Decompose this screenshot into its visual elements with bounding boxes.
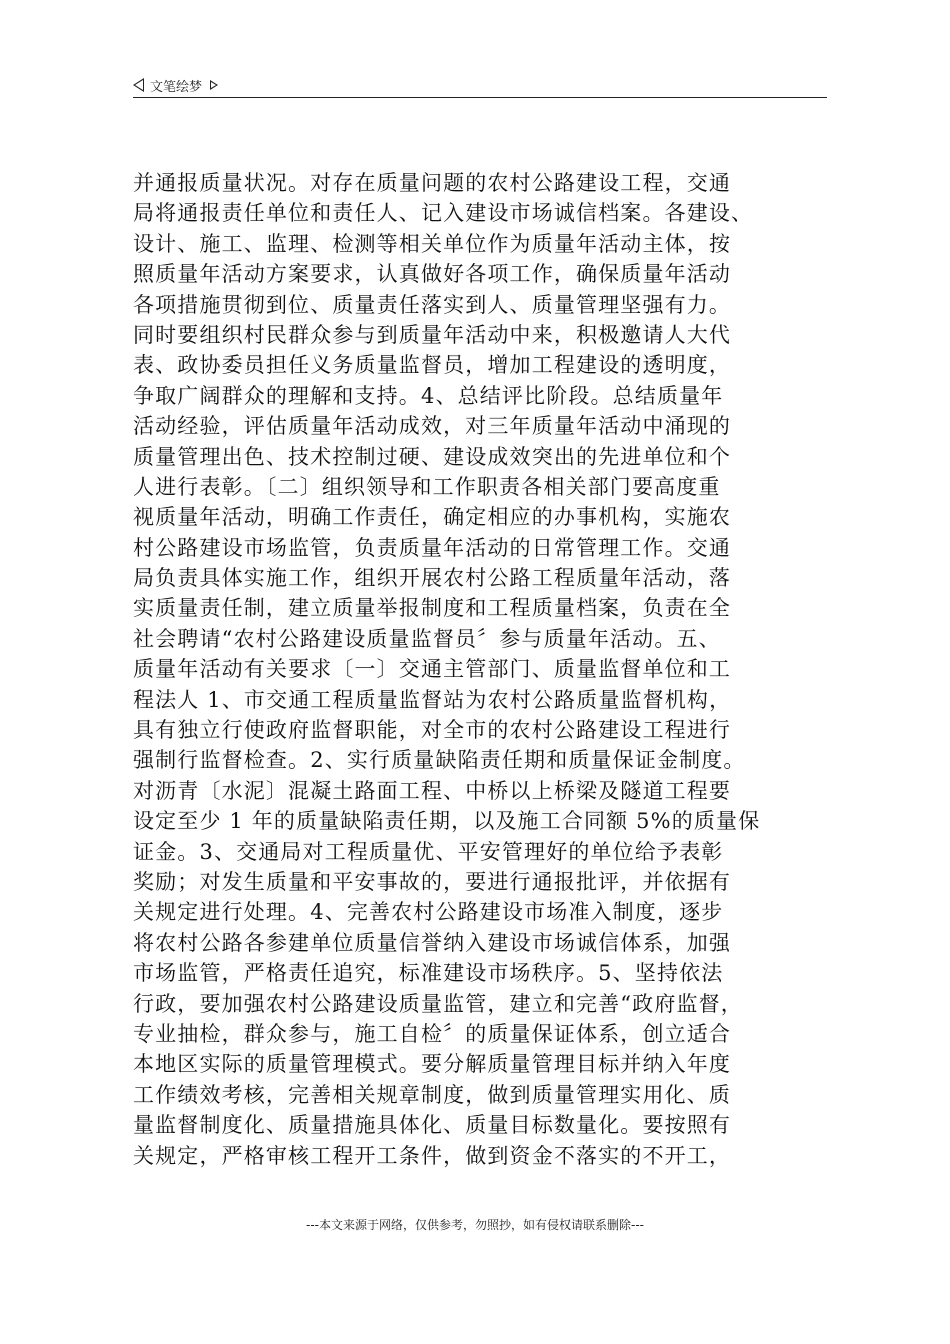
text-line: 量监督制度化、质量措施具体化、质量目标数量化。要按照有 bbox=[133, 1113, 732, 1138]
text-line: 质量管理出色、技术控制过硬、建设成效突出的先进单位和个 bbox=[133, 444, 732, 469]
text-line: 对沥青〔水泥〕混凝土路面工程、中桥以上桥梁及隧道工程要 bbox=[133, 778, 732, 803]
text-line: 表、政协委员担任义务质量监督员，增加工程建设的透明度， bbox=[133, 353, 732, 378]
text-line: 本地区实际的质量管理模式。要分解质量管理目标并纳入年度 bbox=[133, 1052, 732, 1077]
text-line: 关规定进行处理。4、完善农村公路建设市场准入制度，逐步 bbox=[133, 900, 724, 925]
text-line: 强制行监督检查。2、实行质量缺陷责任期和质量保证金制度。 bbox=[133, 748, 746, 773]
header-brand bbox=[133, 74, 218, 96]
text-line: 局负责具体实施工作，组织开展农村公路工程质量年活动，落 bbox=[133, 566, 732, 591]
text-line: 程法人 1、市交通工程质量监督站为农村公路质量监督机构， bbox=[133, 687, 732, 712]
text-line: 行政，要加强农村公路建设质量监管，建立和完善“政府监督， bbox=[133, 991, 743, 1016]
text-line: 专业抽检，群众参与，施工自检〞的质量保证体系，创立适合 bbox=[133, 1021, 732, 1046]
document-body bbox=[133, 168, 833, 1171]
text-line: 争取广阔群众的理解和支持。4、总结评比阶段。总结质量年 bbox=[133, 383, 724, 408]
triangle-left-icon bbox=[133, 78, 144, 92]
text-line: 村公路建设市场监管，负责质量年活动的日常管理工作。交通 bbox=[133, 535, 732, 560]
text-line: 奖励；对发生质量和平安事故的，要进行通报批评，并依据有 bbox=[133, 869, 732, 894]
text-line: 各项措施贯彻到位、质量责任落实到人、质量管理坚强有力。 bbox=[133, 292, 732, 317]
text-line: 人进行表彰。〔二〕组织领导和工作职责各相关部门要高度重 bbox=[133, 474, 721, 499]
text-line: 质量年活动有关要求〔一〕交通主管部门、质量监督单位和工 bbox=[133, 657, 732, 682]
text-line: 设定至少 1 年的质量缺陷责任期，以及施工合同额 5%的质量保 bbox=[133, 809, 761, 834]
text-line: 市场监管，严格责任追究，标准建设市场秩序。5、坚持依法 bbox=[133, 961, 724, 986]
text-line: 证金。3、交通局对工程质量优、平安管理好的单位给予表彰 bbox=[133, 839, 724, 864]
brand-label: 文笔绘梦 bbox=[150, 79, 203, 95]
text-line: 视质量年活动，明确工作责任，确定相应的办事机构，实施农 bbox=[133, 505, 732, 530]
triangle-right-icon bbox=[210, 80, 218, 90]
text-line: 局将通报责任单位和责任人、记入建设市场诚信档案。各建设、 bbox=[133, 201, 754, 226]
text-line: 具有独立行使政府监督职能，对全市的农村公路建设工程进行 bbox=[133, 718, 732, 743]
text-line: 同时要组织村民群众参与到质量年活动中来，积极邀请人大代 bbox=[133, 322, 732, 347]
text-line: 活动经验，评估质量年活动成效，对三年质量年活动中涌现的 bbox=[133, 414, 732, 439]
text-line: 关规定，严格审核工程开工条件，做到资金不落实的不开工， bbox=[133, 1143, 732, 1168]
text-line: 工作绩效考核，完善相关规章制度，做到质量管理实用化、质 bbox=[133, 1082, 732, 1107]
text-line: 社会聘请“农村公路建设质量监督员〞参与质量年活动。五、 bbox=[133, 626, 721, 651]
text-line: 并通报质量状况。对存在质量问题的农村公路建设工程，交通 bbox=[133, 171, 732, 195]
text-line: 设计、施工、监理、检测等相关单位作为质量年活动主体，按 bbox=[133, 231, 732, 256]
text-line: 照质量年活动方案要求，认真做好各项工作，确保质量年活动 bbox=[133, 262, 732, 287]
text-line: 实质量责任制，建立质量举报制度和工程质量档案，负责在全 bbox=[133, 596, 732, 621]
footer-disclaimer: ---本文来源于网络，仅供参考，勿照抄，如有侵权请联系删除--- bbox=[306, 1218, 644, 1232]
text-line: 将农村公路各参建单位质量信誉纳入建设市场诚信体系，加强 bbox=[133, 930, 732, 955]
header-divider bbox=[133, 97, 827, 98]
